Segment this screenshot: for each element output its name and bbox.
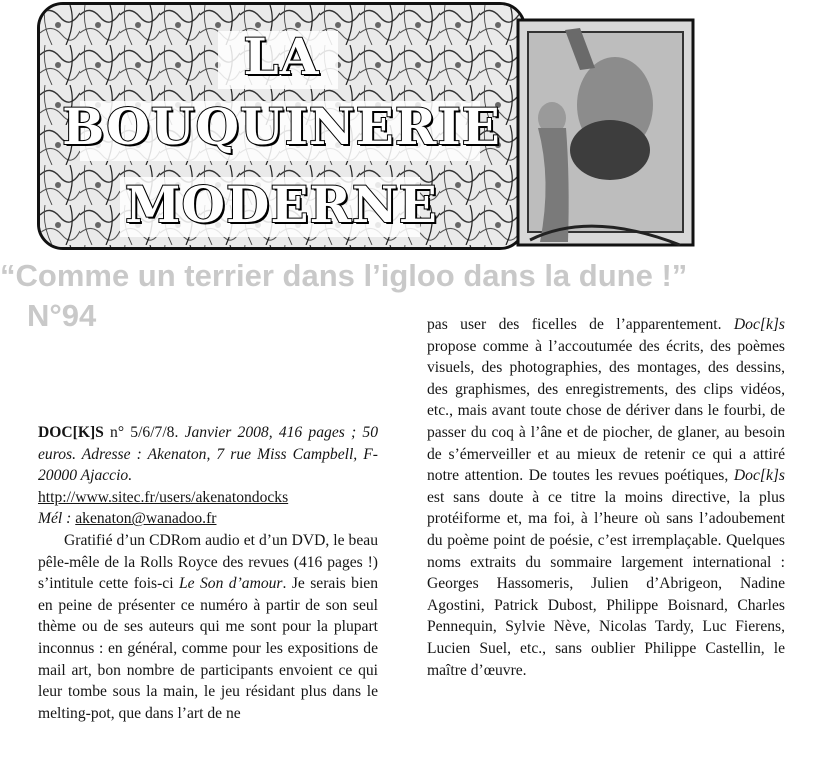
banner-title-line2: BOUQUINERIE (62, 97, 501, 156)
right-paragraph-part-c: est sans doute à ce titre la moins directive, la plus protéiforme et, ma foi, à l’heure où sans l’adoubement du poème point de poésie, c’est irremplaçable. Quelques noms extraits du sommaire largement international : Georges Hassomeris, Julien d’Abrigeon, Nadine Agostini, Patrick Dubost, Philippe Boisnard, Charles Pennequin, Sylvie Nève, Nicolas Tardy, Luc Fierens, Lucien Suel, etc., sans oublier Philippe Castellin, le maître d’œuvre. (427, 488, 785, 679)
right-paragraph-part-b: propose comme à l’accoutumée des écrits, des poèmes visuels, des photographies, des montages, des dessins, des graphismes, des enregistrements, des clips vidéos, etc., mais avant toute chose de dériver dans le fourbi, de passer du coq à l’âne et de piocher, de glaner, au besoin de s’émerveiller et au mieux de retenir ce qui a attiré notre attention. De toutes les revues poétiques, (427, 337, 785, 485)
paragraph1-part-a: Gratifié d’un CDRom audio et d’un DVD, le beau pêle-mêle de la Rolls Royce des revues (416 pages !) s’intitule cette fois-ci (38, 531, 378, 593)
email-label: Mél : (38, 510, 72, 528)
portrait-illustration (510, 10, 700, 250)
left-column (38, 422, 378, 724)
review-url-link[interactable]: http://www.sitec.fr/users/akenatondocks (38, 488, 289, 506)
banner-title-line3: MODERNE (125, 175, 438, 234)
banner (37, 2, 526, 250)
right-column (427, 314, 785, 681)
right-paragraph-title2: Doc[k]s (733, 467, 785, 485)
review-title: DOC[K]S (38, 424, 104, 441)
right-paragraph-part-a: pas user des ficelles de l’apparentement. (427, 316, 734, 333)
review-details: Janvier 2008, 416 pages ; 50 euros. Adresse : Akenaton, 7 rue Miss Campbell, F-20000 Ajaccio. (38, 424, 378, 485)
paragraph1-title: Le Son d’amour (178, 575, 283, 593)
banner-title-line1: LA (243, 27, 320, 86)
issue-number: N°94 (27, 298, 97, 333)
right-paragraph-title1: Doc[k]s (733, 316, 785, 333)
headline: “Comme un terrier dans l’igloo dans la dune !” (0, 258, 688, 293)
review-number: n° 5/6/7/8. (103, 424, 179, 441)
paragraph1-part-b: . Je serais bien en peine de présenter ce numéro à partir de son seul thème ou de ses auteurs qui me sont pour la plupart inconnus : en général, comme pour les expositions de mail art, bon nombre de participants envoient ce qui leur tombe sous la main, le jeu résidant plus dans le melting-pot, que dans l’art de ne (38, 575, 378, 722)
email-link[interactable]: akenaton@wanadoo.fr (75, 510, 217, 528)
